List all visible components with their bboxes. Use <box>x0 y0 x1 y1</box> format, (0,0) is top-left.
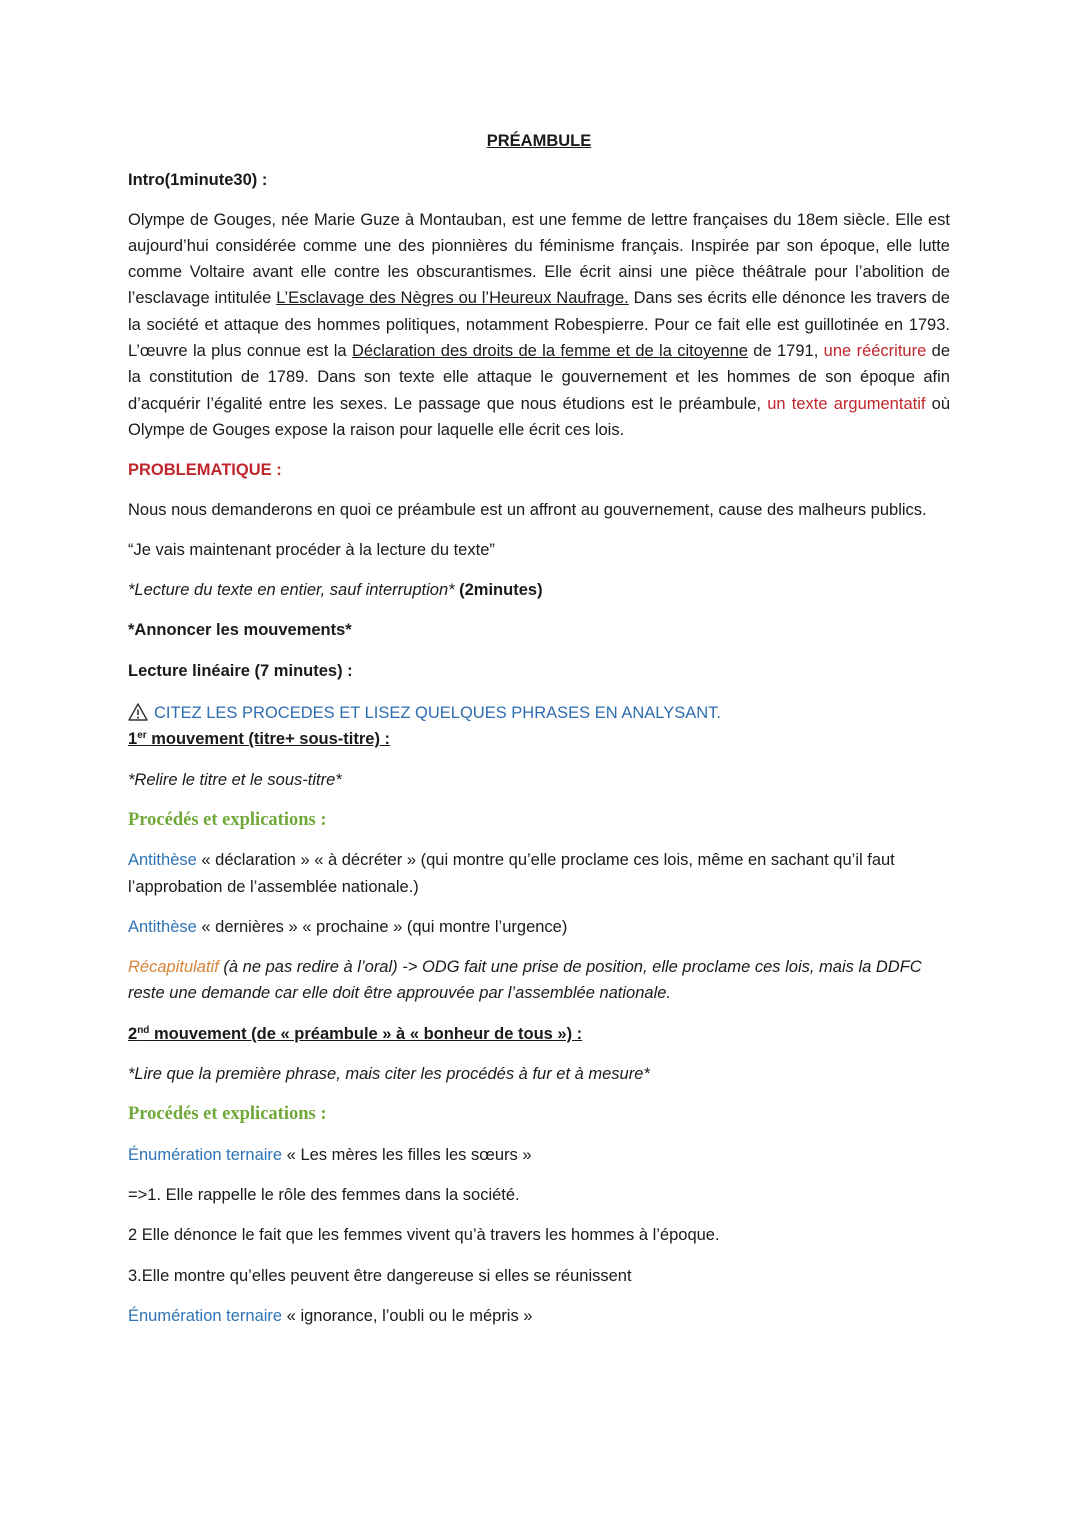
intro-text-3: de 1791, <box>747 342 824 361</box>
movement-2-line-1: =>1. Elle rappelle le rôle des femmes dans la société. <box>128 1185 520 1204</box>
work-title-esclavage: L’Esclavage des Nègres ou l’Heureux Naufrage. <box>276 289 629 308</box>
reading-note <box>128 577 950 603</box>
movement-1-title: mouvement (titre+ sous-titre) : <box>146 730 391 749</box>
warning-triangle-icon <box>128 703 148 721</box>
procede-text: « déclaration » « à décréter » (qui montre qu’elle proclame ces lois, même en sachant qu’il faut l’approbation de l’assemblée nationale.) <box>128 851 895 896</box>
movement-1-sup: er <box>137 730 147 742</box>
reading-time: (2minutes) <box>454 581 543 600</box>
movement-1-item-2 <box>128 914 950 940</box>
highlight-rewrite: une réécriture <box>823 342 927 361</box>
page-title: PRÉAMBULE <box>486 132 592 150</box>
movement-1-number: 1 <box>128 730 138 749</box>
problematique-text: Nous nous demanderons en quoi ce préambule est un affront au gouvernement, cause des malheurs publics. <box>128 500 927 519</box>
announce-movements: *Annoncer les mouvements* <box>128 621 352 640</box>
intro-text-1: Olympe de Gouges, née Marie Guze à Montauban, est une femme de lettre françaises du 18em siècle. Elle est aujourd’hui considérée comme une des pionnières du féminisme français. Inspirée par son époque, elle lutte comme Voltaire avant elle contre les obscurantismes. Elle écrit ainsi une pièce théâtrale pour l’abolition de l’esclavage intitulée <box>128 210 950 308</box>
intro-text-5: où Olympe de Gouges expose la raison pour laquelle elle écrit ces lois. <box>128 394 951 439</box>
movement-1-procedes-heading: Procédés et explications : <box>128 809 327 830</box>
procede-text: « ignorance, l’oubli ou le mépris » <box>282 1306 533 1325</box>
procede-label: Antithèse <box>128 917 197 936</box>
movement-2-number: 2 <box>128 1024 138 1043</box>
movement-2-enum-1 <box>128 1142 950 1168</box>
movement-1-recap <box>128 954 950 1007</box>
movement-2-sup: nd <box>137 1024 150 1036</box>
intro-text-4: de la constitution de 1789. Dans son texte elle attaque le gouvernement et les hommes de son époque afin d’acquérir l’égalité entre les sexes. Le passage que nous étudions est le préambule, <box>128 342 950 413</box>
movement-1-note: *Relire le titre et le sous-titre* <box>128 770 342 789</box>
movement-2-procedes-heading: Procédés et explications : <box>128 1104 327 1125</box>
intro-heading: Intro(1minute30) : <box>128 171 268 190</box>
highlight-argtext: un texte argumentatif <box>767 394 926 413</box>
intro-text-2: Dans ses écrits elle dénonce les travers de la société et attaque des hommes politiques, notamment Robespierre. Pour ce fait elle est guillotinée en 1793. L’œuvre la plus connue est la <box>128 289 950 361</box>
problematique-heading: PROBLEMATIQUE : <box>128 461 282 480</box>
movement-2-line-3: 3.Elle montre qu’elles peuvent être dangereuse si elles se réunissent <box>128 1266 632 1285</box>
intro-paragraph <box>128 207 950 444</box>
procede-label: Antithèse <box>128 851 197 870</box>
recap-label: Récapitulatif <box>128 958 219 977</box>
linear-reading-heading: Lecture linéaire (7 minutes) : <box>128 661 353 680</box>
movement-1-item-1 <box>128 847 950 900</box>
procede-label: Énumération ternaire <box>128 1306 283 1325</box>
warning-line <box>128 700 950 726</box>
procede-label: Énumération ternaire <box>128 1145 283 1164</box>
movement-2-enum-2 <box>128 1303 950 1329</box>
movement-2-heading <box>128 1021 950 1047</box>
warning-text: CITEZ LES PROCEDES ET LISEZ QUELQUES PHRASES EN ANALYSANT. <box>154 704 721 723</box>
procede-text: « dernières » « prochaine » (qui montre l’urgence) <box>196 917 568 936</box>
movement-2-line-2: 2 Elle dénonce le fait que les femmes vivent qu’à travers les hommes à l’époque. <box>128 1226 720 1245</box>
movement-2-title: mouvement (de « préambule » à « bonheur de tous ») : <box>149 1024 583 1043</box>
recap-text: (à ne pas redire à l’oral) -> ODG fait une prise de position, elle proclame ces lois, mais la DDFC reste une demande car elle doit être approuvée par l’assemblée nationale. <box>128 958 922 1003</box>
reading-quote: “Je vais maintenant procéder à la lecture du texte” <box>128 540 495 559</box>
movement-2-note: *Lire que la première phrase, mais citer les procédés à fur et à mesure* <box>128 1065 650 1084</box>
movement-1-heading <box>128 726 950 752</box>
reading-note-text: *Lecture du texte en entier, sauf interruption* <box>128 581 455 600</box>
document-page <box>128 128 950 1343</box>
work-title-declaration: Déclaration des droits de la femme et de la citoyenne <box>351 342 748 361</box>
procede-text: « Les mères les filles les sœurs » <box>282 1145 532 1164</box>
